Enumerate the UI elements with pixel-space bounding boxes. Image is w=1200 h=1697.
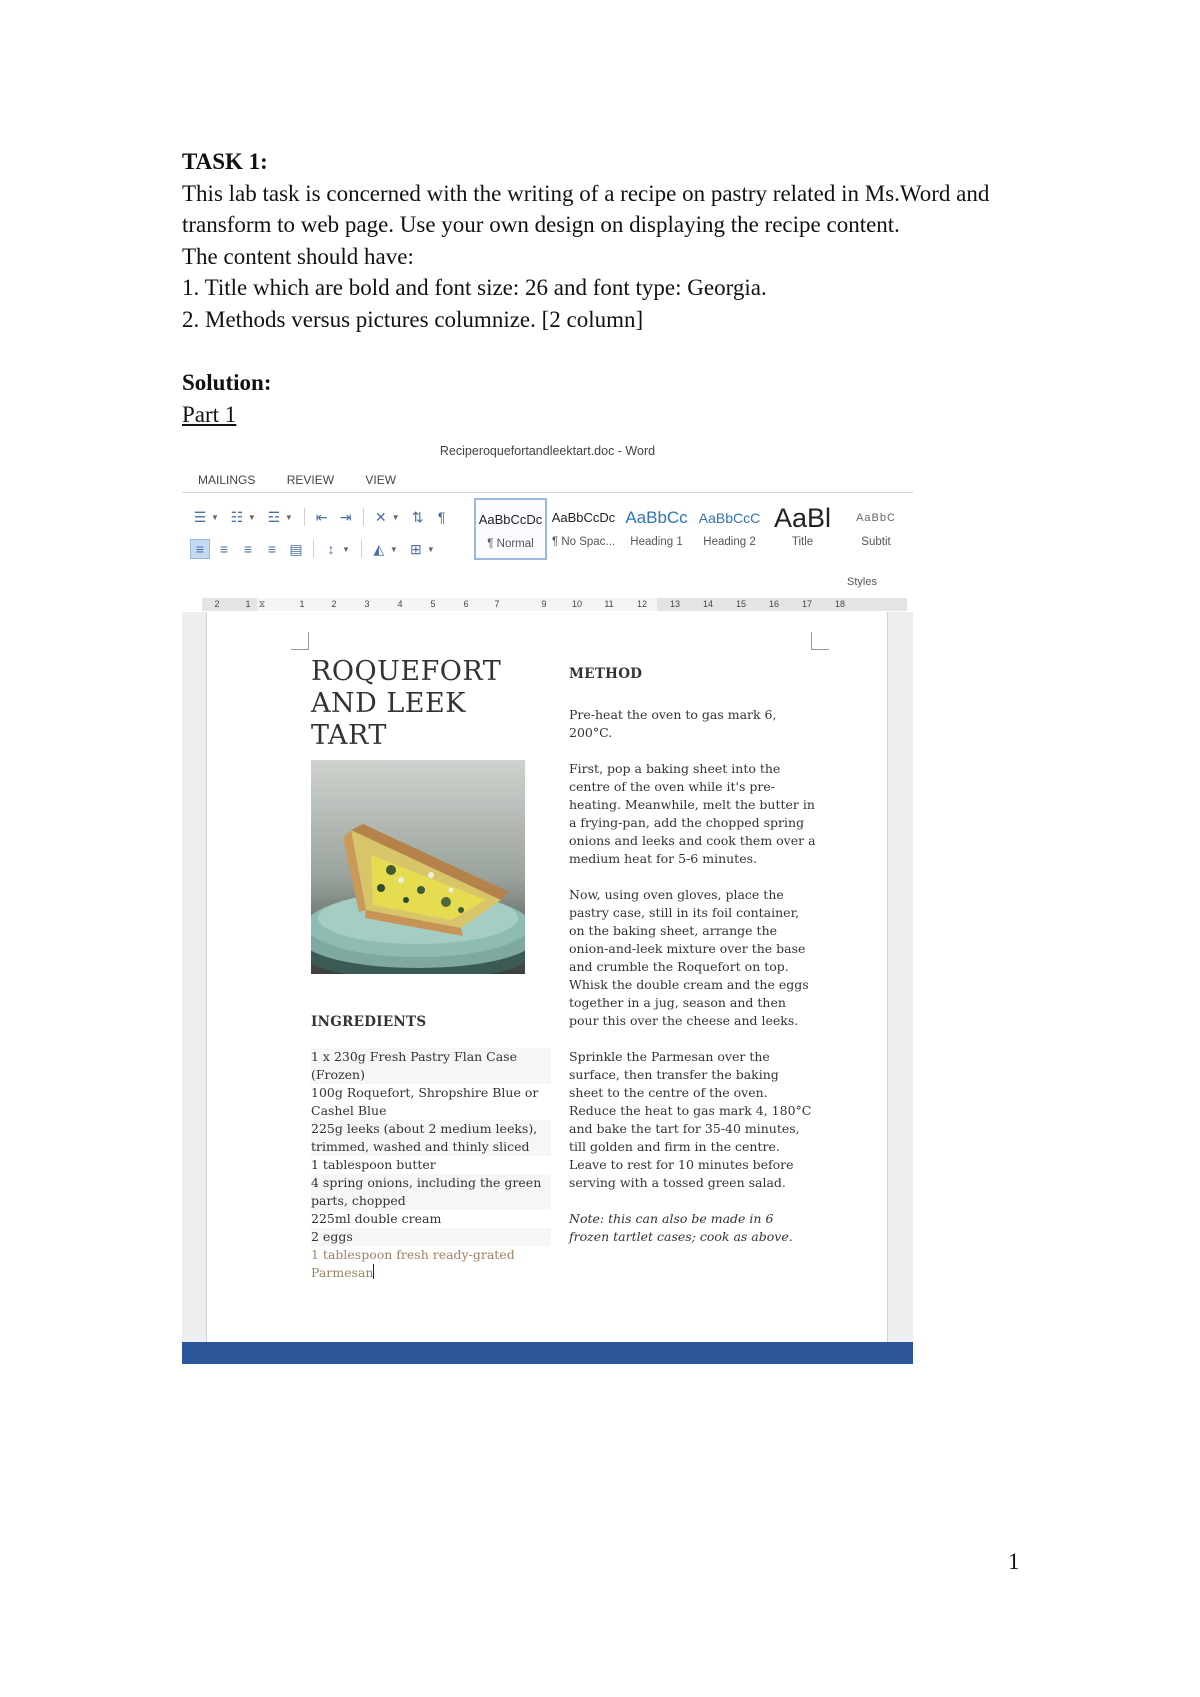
divider xyxy=(363,508,364,526)
borders-icon[interactable]: ⊞ xyxy=(409,540,422,557)
task-section xyxy=(182,146,1042,335)
decrease-indent-icon[interactable]: ⇤ xyxy=(315,508,328,525)
numbering-icon[interactable]: ☷ xyxy=(230,508,244,525)
paragraph-row-1 xyxy=(190,506,452,528)
method-step: Pre-heat the oven to gas mark 6, 200°C. xyxy=(569,707,777,740)
horizontal-ruler[interactable] xyxy=(202,598,907,611)
list-item: 100g Roquefort, Shropshire Blue or Cashel Blue xyxy=(311,1084,551,1120)
list-item-text: 1 tablespoon fresh ready-grated Parmesan xyxy=(311,1247,515,1280)
styles-group-label: Styles xyxy=(847,576,877,588)
style-preview: AaBbCcDc xyxy=(478,512,543,527)
ruler-tick: 18 xyxy=(834,599,846,609)
list-item-selected[interactable] xyxy=(311,1246,551,1282)
chevron-down-icon[interactable]: ▼ xyxy=(211,512,219,522)
style-preview: AaBbCcDc xyxy=(551,510,616,525)
solution-part-label: Part 1 xyxy=(182,401,237,427)
shading-icon[interactable]: ◭ xyxy=(373,540,385,557)
ruler-tick: 6 xyxy=(463,599,469,609)
ingredients-list xyxy=(311,1048,551,1282)
style-name: ¶ Normal xyxy=(487,538,534,550)
ruler-tick: 15 xyxy=(735,599,747,609)
divider xyxy=(313,540,314,558)
multilevel-list-icon[interactable]: ☲ xyxy=(267,508,281,525)
asian-layout-icon[interactable]: ✕ xyxy=(374,508,387,525)
ruler-tick: 11 xyxy=(604,599,614,609)
ruler-tick: 2 xyxy=(214,599,220,609)
align-center-icon[interactable]: ≡ xyxy=(219,541,229,557)
word-screenshot xyxy=(182,436,913,1364)
style-title[interactable] xyxy=(766,498,839,560)
crop-mark xyxy=(811,632,829,650)
list-item: 225ml double cream xyxy=(311,1210,551,1228)
ruler-tick: 7 xyxy=(494,599,500,609)
task-heading: TASK 1: xyxy=(182,149,268,174)
chevron-down-icon[interactable]: ▼ xyxy=(389,544,398,554)
chevron-down-icon[interactable]: ▼ xyxy=(247,512,256,522)
paragraph-group xyxy=(182,496,472,588)
bullets-icon[interactable]: ☰ xyxy=(193,508,207,525)
chevron-down-icon[interactable]: ▼ xyxy=(426,544,435,554)
divider xyxy=(361,540,362,558)
increase-indent-icon[interactable]: ⇥ xyxy=(339,508,352,525)
list-item: 1 tablespoon butter xyxy=(311,1156,551,1174)
document-page[interactable] xyxy=(206,612,888,1342)
style-name: Title xyxy=(791,536,814,548)
method-step: Now, using oven gloves, place the pastry case, still in its foil container, on the baking sheet, arrange the onion-and-leek mixture over the base and crumble the Roquefort on top. Whisk the double cream and the eggs together in a jug, season and then pour this over the cheese and leeks. xyxy=(569,887,809,1028)
solution-section xyxy=(182,367,271,430)
page-number: 1 xyxy=(1008,1549,1020,1574)
ribbon-divider xyxy=(182,492,913,493)
window-title: Reciperoquefortandleektart.doc - Word xyxy=(439,444,656,458)
style-heading-2[interactable] xyxy=(693,498,766,560)
align-right-icon[interactable]: ≡ xyxy=(243,541,253,557)
method-step: Sprinkle the Parmesan over the surface, then transfer the baking sheet to the centre of the oven. Reduce the heat to gas mark 4, 180°C and bake the tart for 35-40 minutes, till golden and firm in the centre. Leave to rest for 10 minutes before serving with a tossed green salad. xyxy=(569,1049,812,1190)
list-item: 2 eggs xyxy=(311,1228,551,1246)
style-normal[interactable] xyxy=(474,498,547,560)
distributed-icon[interactable]: ▤ xyxy=(289,540,303,557)
ingredients-heading: INGREDIENTS xyxy=(311,1014,427,1030)
ruler-tick: 13 xyxy=(669,599,681,609)
tab-view[interactable]: VIEW xyxy=(365,473,397,487)
tab-review[interactable]: REVIEW xyxy=(286,473,335,487)
ruler-tick: 2 xyxy=(331,599,337,609)
ruler-tick: 1 xyxy=(299,599,305,609)
ruler-tick: 17 xyxy=(801,599,813,609)
style-name: ¶ No Spac... xyxy=(551,536,616,548)
document-area xyxy=(182,612,913,1342)
ruler-tick: 3 xyxy=(364,599,370,609)
style-preview: AaBbCc xyxy=(625,508,688,527)
style-name: Subtit xyxy=(861,536,891,548)
justify-icon[interactable]: ≡ xyxy=(267,541,277,557)
style-preview: AaBl xyxy=(773,503,832,533)
paragraph-row-2 xyxy=(190,538,439,560)
status-bar xyxy=(182,1342,913,1364)
align-left-icon[interactable]: ≡ xyxy=(190,539,210,559)
style-subtitle[interactable] xyxy=(839,498,913,560)
title-line: TART xyxy=(311,720,387,751)
solution-heading: Solution: xyxy=(182,370,272,395)
task-requirement: 2. Methods versus pictures columnize. [2 column] xyxy=(182,306,644,332)
ruler-tick: 1 xyxy=(245,599,251,609)
method-heading: METHOD xyxy=(569,666,643,682)
title-line: ROQUEFORT xyxy=(311,656,502,687)
ruler-tick: 10 xyxy=(571,599,583,609)
style-no-spacing[interactable] xyxy=(547,498,620,560)
list-item: 4 spring onions, including the green parts, chopped xyxy=(311,1174,551,1210)
title-line: AND LEEK xyxy=(311,688,466,719)
line-spacing-icon[interactable]: ↕ xyxy=(327,541,335,557)
list-item: 225g leeks (about 2 medium leeks), trimmed, washed and thinly sliced xyxy=(311,1120,551,1156)
ribbon-tabs xyxy=(198,473,424,487)
method-step: First, pop a baking sheet into the centre of the oven while it's pre-heating. Meanwhile, melt the butter in a frying-pan, add the chopped spring onions and leeks and cook them over a medium heat for 5-6 minutes. xyxy=(569,761,816,866)
style-preview: AaBbC xyxy=(856,512,896,524)
ruler-tick: 5 xyxy=(430,599,436,609)
chevron-down-icon[interactable]: ▼ xyxy=(284,512,293,522)
recipe-photo[interactable] xyxy=(311,760,525,974)
sort-icon[interactable]: ⇅ xyxy=(411,508,424,525)
styles-gallery xyxy=(474,498,913,564)
chevron-down-icon[interactable]: ▼ xyxy=(342,544,350,554)
list-item: 1 x 230g Fresh Pastry Flan Case (Frozen) xyxy=(311,1048,551,1084)
style-name: Heading 1 xyxy=(630,536,683,548)
ruler-tick: 16 xyxy=(768,599,780,609)
ruler-tick: 9 xyxy=(541,599,547,609)
ruler-text-area xyxy=(257,598,657,611)
task-content-intro: The content should have: xyxy=(182,243,414,269)
style-name: Heading 2 xyxy=(703,536,756,548)
method-column xyxy=(569,706,817,1264)
style-preview: AaBbCcC xyxy=(698,510,761,526)
chevron-down-icon[interactable]: ▼ xyxy=(391,512,400,522)
ruler-tick: 14 xyxy=(702,599,714,609)
text-cursor xyxy=(373,1264,374,1279)
ruler-tick: 4 xyxy=(397,599,403,609)
ruler-tick: 12 xyxy=(636,599,648,609)
pilcrow-icon[interactable]: ¶ xyxy=(437,509,446,525)
divider xyxy=(304,508,305,526)
style-heading-1[interactable] xyxy=(620,498,693,560)
recipe-title xyxy=(311,656,531,752)
indent-marker-icon[interactable]: ⧖ xyxy=(258,599,266,609)
method-note: Note: this can also be made in 6 frozen tartlet cases; cook as above. xyxy=(569,1211,793,1244)
task-requirement: 1. Title which are bold and font size: 26 and font type: Georgia. xyxy=(182,275,767,300)
tab-mailings[interactable]: MAILINGS xyxy=(198,473,256,487)
tart-photo-image xyxy=(311,760,525,974)
crop-mark xyxy=(291,632,309,650)
task-description: This lab task is concerned with the writing of a recipe on pastry related in Ms.Word and transform to web page. Use your own design on displaying the recipe content. xyxy=(182,180,990,237)
